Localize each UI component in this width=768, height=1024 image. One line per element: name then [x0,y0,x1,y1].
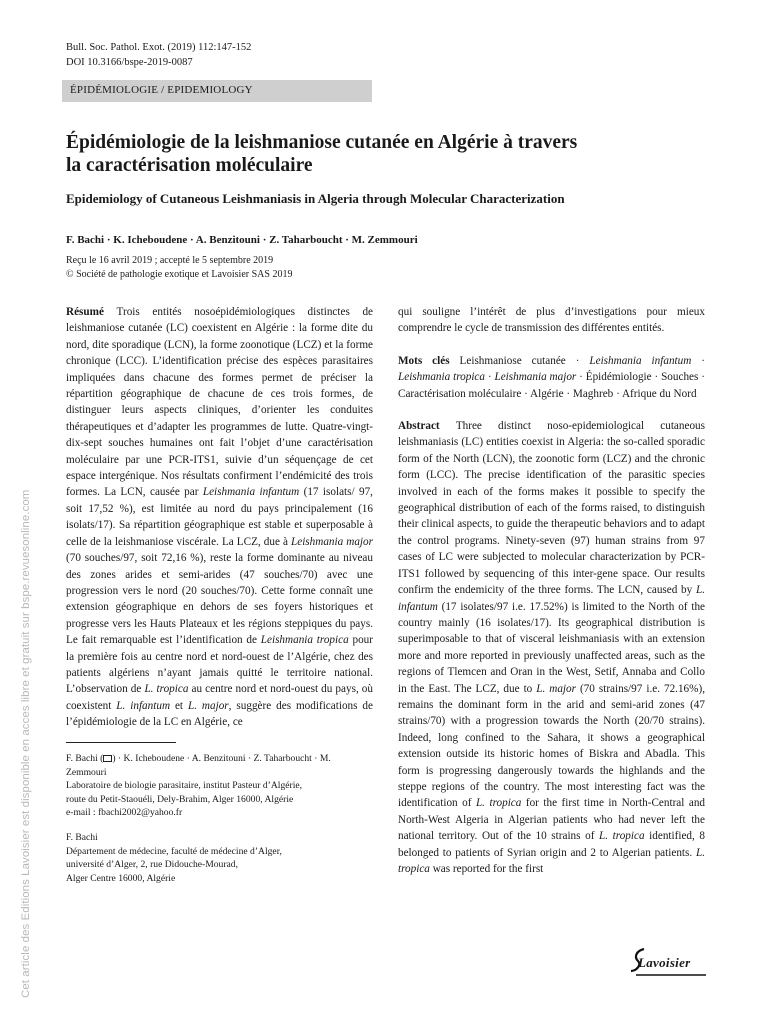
keywords-label: Mots clés [398,354,450,367]
journal-doi: DOI 10.3166/bspe-2019-0087 [66,57,193,68]
copyright: © Société de pathologie exotique et Lavoisier SAS 2019 [66,269,293,280]
affiliation-1: F. Bachi ( ) · K. Icheboudene · A. Benzitouni · Z. Taharboucht · M. Zemmouri Laboratoire de biologie parasitaire, institut Pasteur d’Algérie, route du Petit-Staouéli, Dely-Brahim, Alger 16000, Algérie e-mail : fbachi2002@yahoo.fr [66,752,373,820]
affiliation-2: F. Bachi Département de médecine, faculté de médecine d’Alger, université d’Alger, 2, rue Didouche-Mourad, Alger Centre 16000, Algérie [66,831,282,884]
title-french [66,131,706,177]
journal-citation: Bull. Soc. Pathol. Exot. (2019) 112:147-152 [66,42,252,53]
logo-underline-icon [636,973,708,977]
title-fr-line1: Épidémiologie de la leishmaniose cutanée en Algérie à travers [66,132,578,153]
resume-continuation: qui souligne l’intérêt de plus d’investigations pour mieux comprendre le cycle de transmission des différentes entités. [398,306,705,335]
publisher-logo [632,953,708,983]
publisher-name: Lavoisier [638,955,691,970]
resume-label: Résumé [66,306,104,318]
received-dates: Reçu le 16 avril 2019 ; accepté le 5 septembre 2019 [66,255,274,266]
envelope-icon[interactable] [103,755,112,762]
title-english: Epidemiology of Cutaneous Leishmaniasis in Algeria through Molecular Characterization [66,191,565,206]
keywords: Mots clés Leishmaniose cutanée · Leishmania infantum · Leishmania tropica · Leishmania major · Épidémiologie · Souches · Caractérisation moléculaire · Algérie · Maghreb · Afrique du Nord [398,354,705,400]
section-bar [62,80,372,102]
dates-copyright [66,254,292,282]
journal-header [66,40,251,70]
author-list: F. Bachi · K. Icheboudene · A. Benzitouni · Z. Taharboucht · M. Zemmouri [66,234,418,246]
footnote-divider [66,742,176,743]
affiliations [66,752,373,896]
title-fr-line2: la caractérisation moléculaire [66,155,313,176]
section-label: ÉPIDÉMIOLOGIE / EPIDEMIOLOGY [70,84,253,96]
resume-paragraph: Résumé Trois entités nosoépidémiologiques distinctes de leishmaniose cutanée (LC) coexistent en Algérie : la forme dite du nord, dite sporadique (LCN), la forme zoonotique (LCZ) et la forme chronique (LCC). L’identification précise des espèces parasitaires impliquées dans chacune des formes permet de préciser la répartition géographique de chacune de ces trois formes, de distinguer leurs aspects cliniques, d’orienter les conduites thérapeutiques et d’adapter les programmes de lutte. Quatre-vingt-dix-sept souches humaines ont fait l’objet d’une caractérisation moléculaire par une PCR-ITS1, suivie d’un séquençage de cet espace intergénique. Nos résultats confirment l’endémicité des trois formes. La LCN, causée par Leishmania infantum (17 isolats/ 97, soit 17,52 %), est limitée au nord du pays principalement (16 isolats/17). Sa répartition géographique est stable et superposable à celle de la leishmaniose viscérale. La LCZ, due à Leishmania major (70 souches/97, soit 72,16 %), reste la forme dominante au niveau des zones arides et semi-arides (47 souches/70) avec une progression vers le nord (20 souches/70). Cette forme connaît une extension géographique en dehors de ses foyers historiques et progresse vers les Hauts Plateaux et les régions steppiques du pays. Le fait remarquable est l’identification de Leishmania tropica pour la première fois au centre nord et nord-ouest de l’Algérie, chez des patients algériens n’ayant jamais quitté le territoire national. L’observation de L. tropica au centre nord et nord-ouest du pays, où coexistent L. infantum et L. major, suggère des modifications de l’épidémiologie de la LC en Algérie, ce [66,306,374,729]
author-email[interactable]: e-mail : fbachi2002@yahoo.fr [66,807,183,819]
abstract-column [398,304,705,877]
resume-column [66,304,373,731]
abstract-label: Abstract [398,420,440,433]
abstract-paragraph: Abstract Three distinct noso-epidemiological cutaneous leishmaniasis (LC) entities coexist in Algeria: the so-called sporadic form of the North (LCN), the zoonotic form (LCZ) and the chronic form (LCC). The precise identification of the parasitic species involved in each of the forms makes it possible to specify the geographical distribution of each of the forms raised, to distinguish their clinical aspects, to guide the therapeutic behaviors and to adapt the control programs. Ninety-seven (97) human strains from 97 cases of LC were subjected to molecular characterization by PCR-ITS1 followed by sequencing of this inter-gene space. Our results confirm the endemicity of the three forms. The LCN, caused by L. infantum (17 isolates/97 i.e. 17.52%) is limited to the North of the country mainly (16 isolates/17). Its geographical distribution is superimposable to that of visceral leishmaniasis with an extension more and more reported in previously unaffected areas, such as the regions of Tlemcen and Oran in the West, Setif, Annaba and Collo in the East. The LCZ, due to L. major (70 strains/97 i.e. 72.16%), remains the dominant form in the arid and semi-arid zones (47 strains/70) with a progression towards the North (20/70 strains). Indeed, long confined to the Sahara, it shows a geographical extension outside its historic homes of Biskra and Abadla. This form is progressing dangerously towards the highlands and the steppe regions of the country. The most interesting fact was the identification of L. tropica for the first time in North-Central and North-West Algeria in Algerian patients who had never left the national territory. Out of the 10 strains of L. tropica identified, 8 belonged to patients of Syrian origin and 2 to Algerian patients. L. tropica was reported for the first [398,420,706,875]
side-watermark: Cet article des Editions Lavoisier est disponible en acces libre et gratuit sur bspe.revuesonline.com [20,489,32,998]
